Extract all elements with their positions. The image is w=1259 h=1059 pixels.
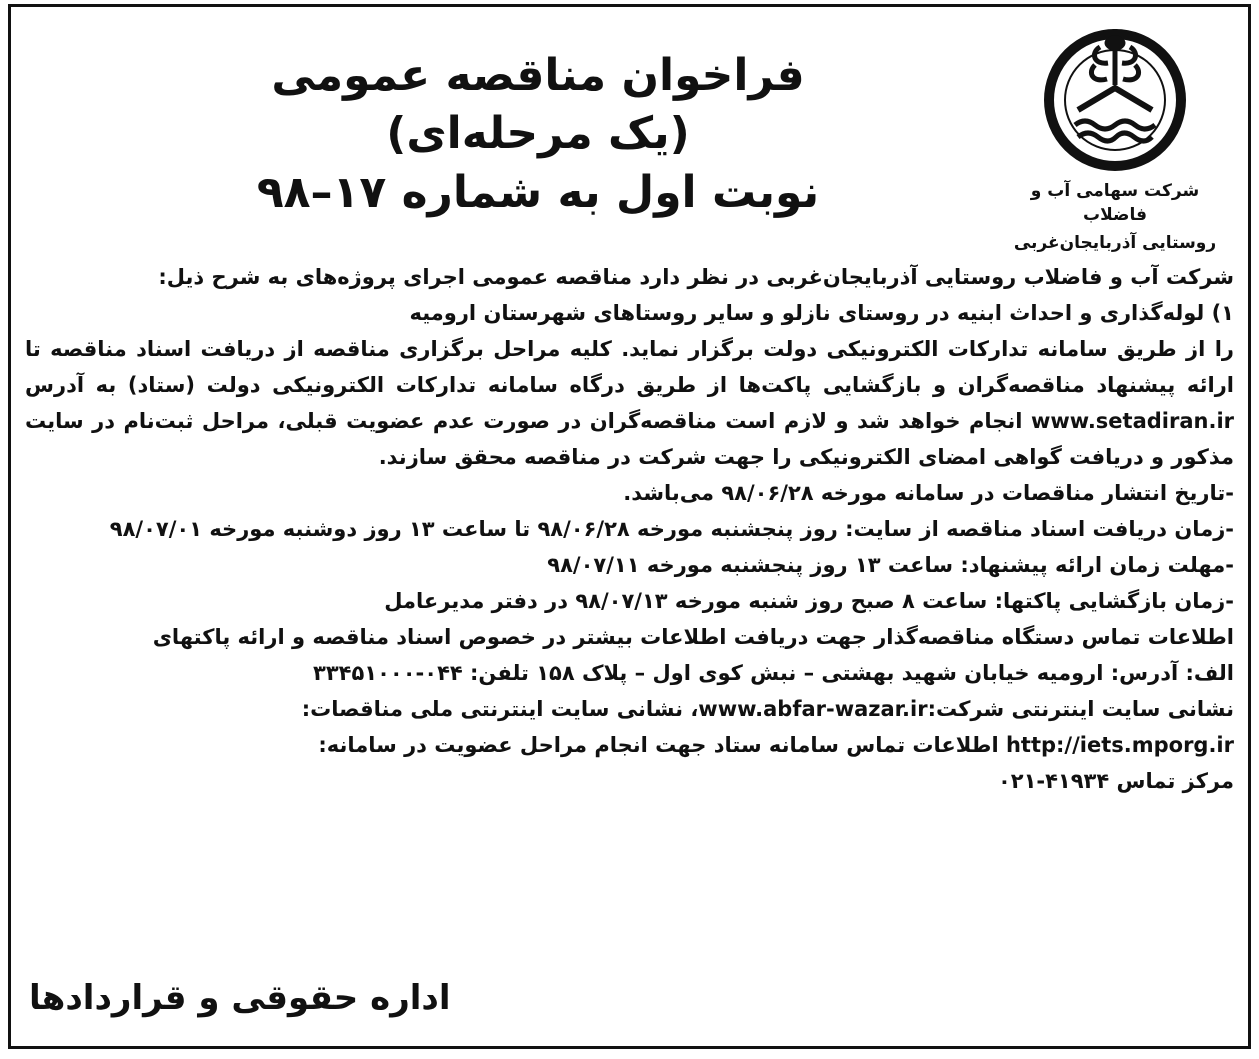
national-site-link[interactable]: http://iets.mporg.ir (1005, 733, 1234, 757)
description-paragraph (25, 331, 1234, 475)
title-line3: نوبت اول به شماره ۱۷–۹۸ (256, 167, 820, 218)
project-item-1: ۱) لوله‌گذاری و احداث ابنیه در روستای نازلو و سایر روستاهای شهرستان ارومیه (409, 301, 1234, 325)
website-label: نشانی سایت اینترنتی شرکت: (927, 697, 1234, 721)
intro-text: شرکت آب و فاضلاب روستایی آذربایجان‌غربی در نظر دارد مناقصه عمومی اجرای پروژه‌های به شرح ذیل: (158, 265, 1234, 289)
national-site-label: ، نشانی سایت اینترنتی ملی مناقصات: (301, 697, 699, 721)
deadline-text: -مهلت زمان ارائه پیشنهاد: ساعت ۱۳ روز پنجشنبه مورخه ۹۸/۰۷/۱۱ (547, 553, 1234, 577)
address-text: الف: آدرس: ارومیه خیابان شهید بهشتی – نبش کوی اول – پلاک ۱۵۸ تلفن: ۰۴۴-۳۳۴۵۱۰۰۰ (313, 661, 1234, 685)
notice-body (11, 259, 1248, 799)
notice-title (228, 47, 848, 223)
company-logo-block (1000, 15, 1230, 255)
call-center-text: مرکز تماس ۴۱۹۳۴-۰۲۱ (997, 769, 1234, 793)
company-website-link[interactable]: www.abfar-wazar.ir (698, 697, 928, 721)
description-part2: انجام خواهد شد و لازم است مناقصه‌گران در صورت عدم عضویت قبلی، مراحل ثبت‌نام در سایت مذکور و دریافت گواهی امضای الکترونیکی را جهت شرکت در مناقصه محقق سازند. (25, 409, 1234, 469)
national-site-line (25, 727, 1234, 763)
department-signature: اداره حقوقی و قراردادها (29, 978, 451, 1018)
notice-header (11, 7, 1248, 259)
title-line2: (یک مرحله‌ای) (386, 108, 690, 159)
opening-time-text: -زمان بازگشایی پاکتها: ساعت ۸ صبح روز شنبه مورخه ۹۸/۰۷/۱۳ در دفتر مدیرعامل (384, 589, 1234, 613)
setad-url-link[interactable]: www.setadiran.ir (1030, 409, 1234, 433)
publish-date-text: -تاریخ انتشار مناقصات در سامانه مورخه ۹۸/۰۶/۲۸ می‌باشد. (623, 481, 1234, 505)
title-line1: فراخوان مناقصه عمومی (271, 50, 805, 101)
setad-contact-text: اطلاعات تماس سامانه ستاد جهت انجام مراحل عضویت در سامانه: (318, 733, 999, 757)
company-name-line2: روستایی آذربایجان‌غربی (1013, 233, 1217, 253)
description-part1: را از طریق سامانه تدارکات الکترونیکی دولت برگزار نماید. کلیه مراحل برگزاری مناقصه از دریافت اسناد مناقصه تا ارائه پیشنهاد مناقصه‌گران و بازگشایی پاکت‌ها از طریق درگاه سامانه تدارکات الکترونیکی دولت (ستاد) به آدرس (25, 337, 1234, 397)
contact-intro-text: اطلاعات تماس دستگاه مناقصه‌گذار جهت دریافت اطلاعات بیشتر در خصوص اسناد مناقصه و ارائه پاکتهای (152, 625, 1234, 649)
tender-notice (8, 4, 1251, 1049)
document-time-text: -زمان دریافت اسناد مناقصه از سایت: روز پنجشنبه مورخه ۹۸/۰۶/۲۸ تا ساعت ۱۳ روز دوشنبه مورخه ۹۸/۰۷/۰۱ (109, 517, 1234, 541)
website-line (25, 691, 1234, 727)
company-logo-icon (1040, 15, 1190, 175)
company-name-line1: شرکت سهامی آب و فاضلاب (1030, 181, 1200, 225)
